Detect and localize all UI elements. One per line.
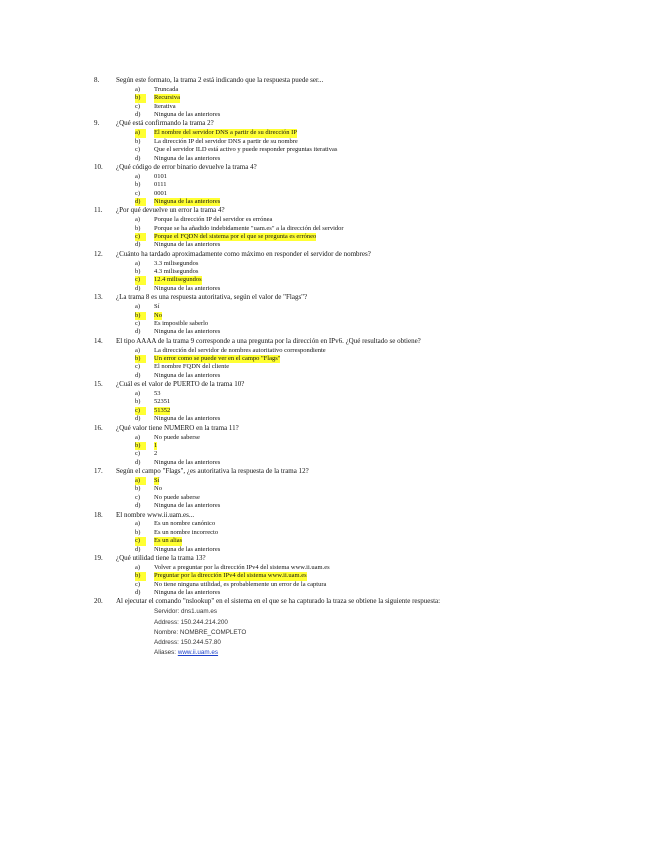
- option-letter: c): [135, 580, 141, 588]
- response-address-line: Address: 150.244.214.200: [154, 618, 228, 626]
- answer-option: [0, 190, 655, 198]
- option-text: Ninguna de las anteriores: [154, 371, 221, 379]
- question-text: ¿La trama 8 es una respuesta autoritativa, según el valor de "Flags"?: [116, 293, 308, 302]
- option-text: No puede saberse: [154, 433, 200, 441]
- option-text: 12.4 milisegundos: [154, 276, 202, 284]
- response-aliases-line: [0, 648, 655, 658]
- option-text: Volver a preguntar por la dirección IPv4 del sistema www.ii.uam.es: [154, 563, 330, 571]
- option-letter: c): [135, 450, 141, 458]
- option-letter: b): [135, 224, 141, 232]
- question-text: ¿Cuánto ha tardado aproximadamente como máximo en responder el servidor de nombres?: [116, 249, 371, 258]
- answer-option: [0, 181, 655, 189]
- answer-option: [0, 103, 655, 111]
- answer-option: [0, 372, 655, 380]
- question-number: 8.: [94, 76, 100, 84]
- question: [0, 380, 655, 390]
- option-letter: b): [135, 528, 141, 536]
- answer-option-highlighted: [0, 477, 655, 485]
- answer-option: [0, 268, 655, 276]
- answer-option: [0, 111, 655, 119]
- option-letter: d): [135, 589, 141, 597]
- question: [0, 163, 655, 173]
- option-text: 3.3 milisegundos: [154, 259, 199, 267]
- question-number: 14.: [94, 336, 103, 345]
- option-letter: c): [135, 189, 141, 197]
- option-text: Es un nombre incorrecto: [154, 528, 219, 536]
- answer-option: [0, 320, 655, 328]
- question-text: ¿Cuál es el valor de PUERTO de la trama 10?: [116, 380, 245, 389]
- answer-option: [0, 363, 655, 371]
- option-text: Ninguna de las anteriores: [154, 458, 221, 466]
- answer-option: [0, 241, 655, 249]
- option-letter: d): [135, 111, 141, 119]
- option-text: 0111: [154, 181, 167, 189]
- answer-option-highlighted: [0, 233, 655, 241]
- option-text: La dirección del servidor de nombres autoritativo correspondiente: [154, 346, 326, 354]
- answer-option: [0, 434, 655, 442]
- option-text: Recursiva: [154, 94, 180, 102]
- option-text: El nombre FQDN del cliente: [154, 363, 230, 371]
- option-letter: d): [135, 284, 141, 292]
- answer-option-highlighted: [0, 572, 655, 580]
- answer-option-highlighted: [0, 442, 655, 450]
- answer-option: [0, 520, 655, 528]
- option-letter: b): [135, 312, 146, 320]
- option-text: Un error como se puede ver en el campo "Flags": [154, 355, 281, 362]
- option-letter: c): [135, 276, 146, 284]
- question-text: Según el campo "Flags", ¿es autoritativa la respuesta de la trama 12?: [116, 467, 309, 476]
- answer-option: [0, 225, 655, 233]
- option-text: Es imposible saberlo: [154, 319, 209, 327]
- option-letter: a): [135, 477, 146, 485]
- option-letter: b): [135, 137, 141, 145]
- option-text: Ninguna de las anteriores: [154, 284, 221, 292]
- option-letter: d): [135, 241, 141, 249]
- option-text: Sí: [154, 476, 160, 484]
- question-text: ¿Qué está confirmando la trama 2?: [116, 119, 214, 128]
- option-text: 0101: [154, 172, 167, 180]
- option-text: Ninguna de las anteriores: [154, 111, 221, 119]
- option-text: Ninguna de las anteriores: [154, 241, 221, 249]
- question-number: 13.: [94, 293, 103, 302]
- option-text: No tiene ninguna utilidad, es probablemente un error de la captura: [154, 580, 327, 588]
- answer-option: [0, 398, 655, 406]
- question-list: [0, 76, 655, 658]
- question-text: ¿Qué código de error binario devuelve la trama 4?: [116, 162, 257, 171]
- question-number: 11.: [94, 206, 103, 215]
- question: [0, 511, 655, 521]
- answer-option: [0, 155, 655, 163]
- option-text: Preguntar por la dirección IPv4 del sistema www.ii.uam.es: [154, 572, 307, 580]
- option-text: 51352: [154, 406, 171, 414]
- option-letter: b): [135, 398, 141, 406]
- answer-option: [0, 546, 655, 554]
- option-text: La dirección IP del servidor DNS a partir de su nombre: [154, 137, 298, 145]
- option-letter: d): [135, 415, 141, 423]
- option-letter: b): [135, 572, 146, 580]
- question-text: ¿Qué valor tiene NUMERO en la trama 11?: [116, 423, 239, 432]
- option-letter: d): [135, 371, 141, 379]
- option-letter: b): [135, 94, 146, 102]
- option-letter: d): [135, 154, 141, 162]
- option-text: No puede saberse: [154, 493, 200, 501]
- question: [0, 554, 655, 564]
- answer-option-highlighted: [0, 276, 655, 284]
- answer-option: [0, 485, 655, 493]
- option-letter: a): [135, 216, 141, 224]
- option-letter: a): [135, 85, 141, 93]
- option-text: Ninguna de las anteriores: [154, 197, 221, 205]
- question: [0, 467, 655, 477]
- option-text: Ninguna de las anteriores: [154, 545, 221, 553]
- answer-option: [0, 589, 655, 597]
- answer-option: [0, 146, 655, 154]
- question-text: Según este formato, la trama 2 está indicando que la respuesta puede ser...: [116, 76, 324, 84]
- option-text: No: [154, 485, 162, 493]
- answer-option-highlighted: [0, 312, 655, 320]
- question-text: El tipo AAAA de la trama 9 corresponde a una pregunta por la dirección en IPv6. ¿Qué resultado se obtiene?: [116, 336, 421, 345]
- answer-option: [0, 529, 655, 537]
- answer-option: [0, 216, 655, 224]
- question-number: 17.: [94, 467, 103, 476]
- option-letter: a): [135, 433, 141, 441]
- answer-option: [0, 173, 655, 181]
- option-text: Es un alias: [154, 537, 183, 545]
- question-number: 18.: [94, 510, 103, 519]
- option-text: Iterativa: [154, 102, 176, 110]
- question-text: ¿Por qué devuelve un error la trama 4?: [116, 206, 225, 215]
- answer-option-highlighted: [0, 129, 655, 137]
- option-letter: a): [135, 259, 141, 267]
- option-text: Ninguna de las anteriores: [154, 589, 221, 597]
- question-number: 16.: [94, 423, 103, 432]
- aliases-link[interactable]: www.ii.uam.es: [177, 649, 219, 657]
- option-letter: c): [135, 319, 141, 327]
- option-text: No: [154, 311, 162, 319]
- answer-option: [0, 459, 655, 467]
- answer-option: [0, 581, 655, 589]
- response-address-line: Address: 150.244.57.80: [154, 638, 221, 646]
- option-letter: c): [135, 537, 146, 545]
- response-server-line: Servidor: dns1.uam.es: [154, 608, 217, 616]
- option-letter: a): [135, 563, 141, 571]
- option-letter: c): [135, 493, 141, 501]
- option-text: 52351: [154, 398, 171, 406]
- option-letter: d): [135, 458, 141, 466]
- question: [0, 76, 655, 86]
- question-number: 19.: [94, 553, 103, 562]
- question-number: 12.: [94, 249, 103, 258]
- option-letter: d): [135, 328, 141, 336]
- answer-option: [0, 502, 655, 510]
- option-text: Porque se ha añadido indebidamente "uam.es" a la dirección del servidor: [154, 224, 344, 232]
- option-text: 2: [154, 450, 158, 458]
- answer-option: [0, 450, 655, 458]
- option-letter: a): [135, 346, 141, 354]
- option-letter: b): [135, 268, 141, 276]
- answer-option: [0, 494, 655, 502]
- answer-option-highlighted: [0, 537, 655, 545]
- question-number: 20.: [94, 597, 103, 606]
- option-letter: c): [135, 407, 146, 415]
- option-letter: b): [135, 355, 146, 363]
- answer-option: [0, 390, 655, 398]
- option-letter: a): [135, 390, 141, 398]
- question-text: El nombre www.ii.uam.es...: [116, 510, 195, 519]
- option-letter: a): [135, 303, 141, 311]
- option-text: Que el servidor ILD está activo y puede responder preguntas iterativas: [154, 146, 338, 154]
- question: [0, 337, 655, 347]
- response-name-line: Nombre: NOMBRE_COMPLETO: [154, 628, 247, 636]
- option-letter: c): [135, 233, 146, 241]
- option-text: Ninguna de las anteriores: [154, 154, 221, 162]
- option-text: 53: [154, 390, 161, 398]
- question-text: ¿Qué utilidad tiene la trama 13?: [116, 553, 206, 562]
- answer-option-highlighted: [0, 355, 655, 363]
- option-letter: c): [135, 363, 141, 371]
- answer-option: [0, 328, 655, 336]
- option-letter: a): [135, 172, 141, 180]
- question-text: Al ejecutar el comando "nslookup" en el sistema en el que se ha capturado la traza se obtiene la siguiente respuesta:: [116, 597, 441, 606]
- option-letter: c): [135, 102, 141, 110]
- question: [0, 424, 655, 434]
- aliases-label: Aliases:: [154, 649, 178, 657]
- option-text: Sí: [154, 303, 160, 311]
- option-text: Truncada: [154, 85, 179, 93]
- option-letter: d): [135, 545, 141, 553]
- question: [0, 206, 655, 216]
- option-letter: c): [135, 146, 141, 154]
- option-text: Porque la dirección IP del servidor es errónea: [154, 216, 273, 224]
- option-text: 0001: [154, 189, 167, 197]
- question-number: 10.: [94, 162, 103, 171]
- answer-option: [0, 564, 655, 572]
- answer-option-highlighted: [0, 407, 655, 415]
- option-letter: b): [135, 181, 141, 189]
- answer-option-highlighted: [0, 94, 655, 102]
- answer-option: [0, 347, 655, 355]
- option-letter: a): [135, 129, 146, 137]
- option-letter: a): [135, 520, 141, 528]
- option-text: Es un nombre canónico: [154, 520, 216, 528]
- option-letter: b): [135, 442, 146, 450]
- question: [0, 119, 655, 129]
- answer-option: [0, 303, 655, 311]
- option-text: Ninguna de las anteriores: [154, 415, 221, 423]
- question: [0, 293, 655, 303]
- option-letter: d): [135, 502, 141, 510]
- answer-option-highlighted: [0, 198, 655, 206]
- answer-option: [0, 138, 655, 146]
- option-text: Porque el FQDN del sistema por el que se pregunta es erróneo: [154, 233, 317, 241]
- option-text: El nombre del servidor DNS a partir de su dirección IP: [154, 129, 297, 137]
- answer-option: [0, 86, 655, 94]
- option-letter: d): [135, 198, 146, 206]
- nslookup-response: [0, 607, 655, 658]
- question-number: 9.: [94, 119, 100, 128]
- option-text: 1: [154, 441, 158, 449]
- question: [0, 250, 655, 260]
- option-letter: b): [135, 485, 141, 493]
- answer-option: [0, 285, 655, 293]
- option-text: 4.3 milisegundos: [154, 268, 199, 276]
- answer-option: [0, 415, 655, 423]
- option-text: Ninguna de las anteriores: [154, 328, 221, 336]
- question: [0, 597, 655, 607]
- question-number: 15.: [94, 380, 103, 389]
- option-text: Ninguna de las anteriores: [154, 502, 221, 510]
- answer-option: [0, 260, 655, 268]
